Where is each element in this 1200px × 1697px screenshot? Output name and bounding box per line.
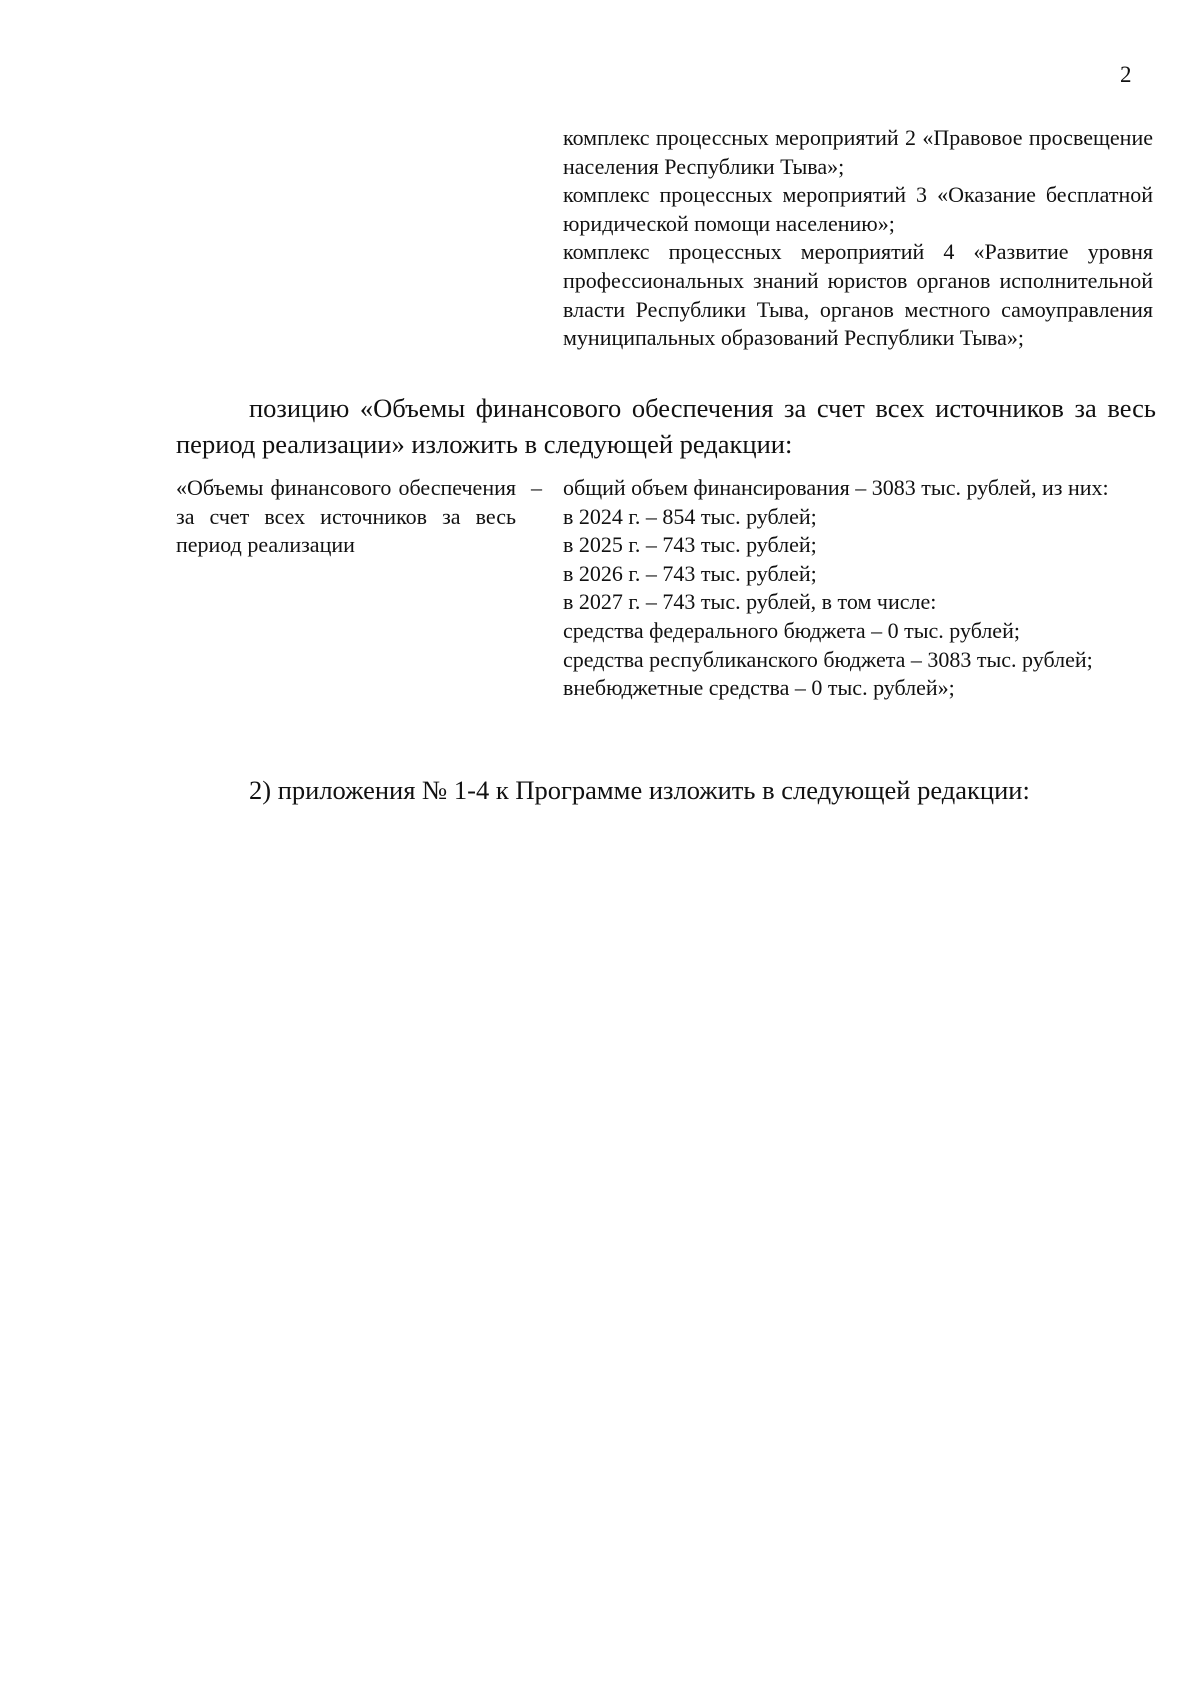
intro-paragraph: позицию «Объемы финансового обеспечения за счет всех источников за весь период реализации» изложить в следующей редакции: xyxy=(176,393,1156,459)
financing-value-line: в 2024 г. – 854 тыс. рублей; xyxy=(563,503,817,529)
financing-label: «Объемы финансового обеспечения за счет всех источников за весь период реализации xyxy=(176,475,516,558)
complex-item: комплекс процессных мероприятий 3 «Оказание бесплатной юридической помощи населению»; xyxy=(563,182,1153,236)
financing-value-line: общий объем финансирования – 3083 тыс. рублей, из них: xyxy=(563,475,1109,500)
financing-dash: – xyxy=(531,475,542,500)
financing-value-line: в 2027 г. – 743 тыс. рублей, в том числе: xyxy=(563,589,937,615)
complex-list xyxy=(563,124,1153,353)
financing-value-line: средства республиканского бюджета – 3083 тыс. рублей; xyxy=(563,646,1093,672)
complex-item: комплекс процессных мероприятий 4 «Развитие уровня профессиональных знаний юристов органов исполнительной власти Республики Тыва, органов местного самоуправления муниципальных образований Республики Тыва»; xyxy=(563,239,1153,351)
page-number: 2 xyxy=(1120,62,1132,87)
financing-value-line: внебюджетные средства – 0 тыс. рублей»; xyxy=(563,675,955,701)
financing-value-line: средства федерального бюджета – 0 тыс. рублей; xyxy=(563,617,1020,643)
financing-value-line: в 2026 г. – 743 тыс. рублей; xyxy=(563,560,817,586)
complex-item: комплекс процессных мероприятий 2 «Правовое просвещение населения Республики Тыва»; xyxy=(563,125,1153,179)
financing-value-line: в 2025 г. – 743 тыс. рублей; xyxy=(563,532,817,558)
financing-values xyxy=(563,474,1156,703)
item-two-paragraph: 2) приложения № 1-4 к Программе изложить в следующей редакции: xyxy=(249,775,1030,805)
